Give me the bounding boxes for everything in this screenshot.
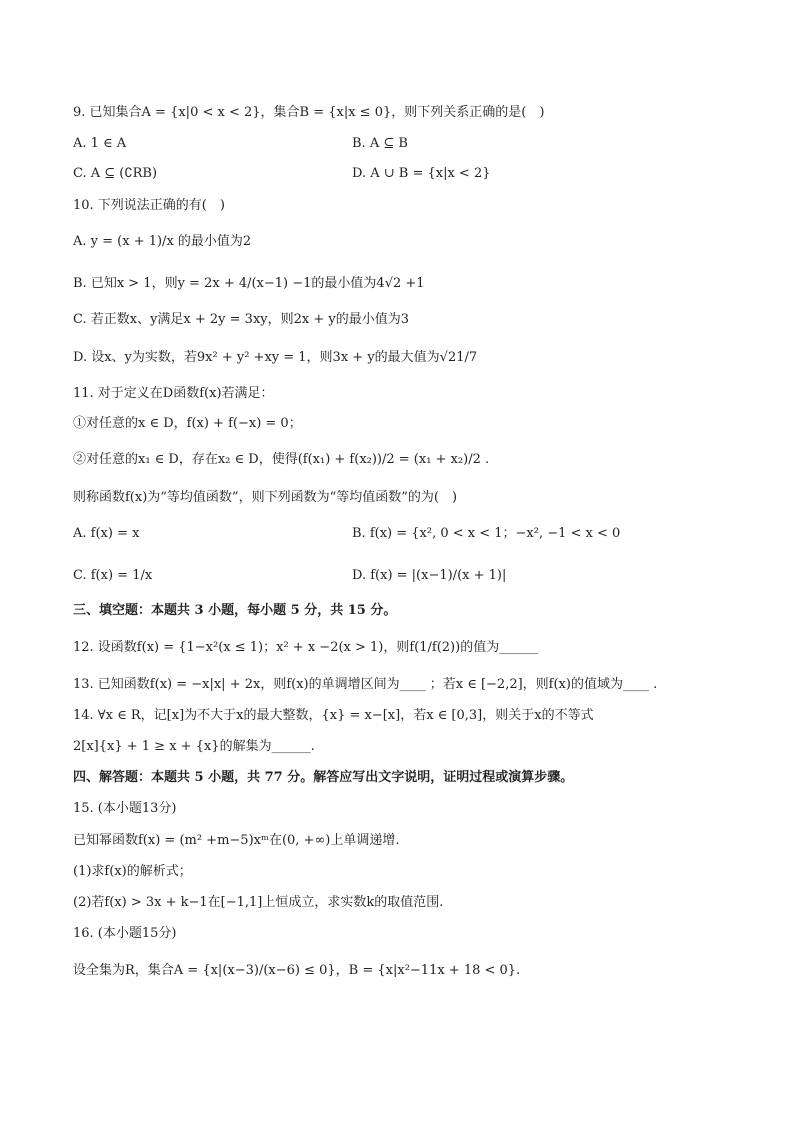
q10-option-b: B. 已知x > 1，则y = 2x + 4/(x−1) −1的最小值为4√2 +1	[73, 276, 425, 291]
q11-condition-2: ②对任意的x₁ ∈ D，存在x₂ ∈ D，使得(f(x₁) + f(x₂))/2 = (x₁ + x₂)/2 .	[73, 452, 490, 467]
q11-condition-1: ①对任意的x ∈ D，f(x) + f(−x) = 0；	[73, 416, 302, 431]
q11-stem: 11. 对于定义在D函数f(x)若满足：	[73, 386, 274, 401]
q11-ask: 则称函数f(x)为“等均值函数”，则下列函数为“等均值函数”的为( )	[73, 490, 458, 505]
q9-option-d: D. A ∪ B = {x|x < 2}	[352, 166, 491, 181]
q14-line-2: 2[x]{x} + 1 ≥ x + {x}的解集为______.	[73, 739, 315, 754]
q11-option-a: A. f(x) = x	[73, 526, 140, 541]
q11-option-b: B. f(x) = {x², 0 < x < 1；−x², −1 < x < 0	[352, 526, 621, 541]
q9-option-a: A. 1 ∈ A	[73, 136, 127, 151]
q10-option-d: D. 设x、y为实数，若9x² + y² +xy = 1，则3x + y的最大值为√21/7	[73, 350, 478, 365]
section-4-heading: 四、解答题：本题共 5 小题，共 77 分。解答应写出文字说明，证明过程或演算步骤。	[73, 770, 574, 785]
q12: 12. 设函数f(x) = {1−x²(x ≤ 1)；x² + x −2(x > 1)，则f(1/f(2))的值为______	[73, 640, 539, 655]
q16-stem: 设全集为R，集合A = {x|(x−3)/(x−6) ≤ 0}，B = {x|x²−11x + 18 < 0}.	[73, 963, 521, 978]
q15-stem: 已知幂函数f(x) = (m² +m−5)xᵐ在(0, +∞)上单调递增.	[73, 833, 400, 848]
q10-option-a: A. y = (x + 1)/x 的最小值为2	[73, 234, 252, 249]
q9-option-c: C. A ⊆ (∁RB)	[73, 166, 158, 181]
q15-part-1: (1)求f(x)的解析式；	[73, 864, 192, 879]
q10-stem: 10. 下列说法正确的有( )	[73, 198, 225, 213]
q14-line-1: 14. ∀x ∈ R，记[x]为不大于x的最大整数，{x} = x−[x]，若x ∈ [0,3]，则关于x的不等式	[73, 708, 594, 723]
q13: 13. 已知函数f(x) = −x|x| + 2x，则f(x)的单调增区间为____ ；若x ∈ [−2,2]，则f(x)的值域为____ .	[73, 677, 658, 692]
q9-stem: 9. 已知集合A = {x|0 < x < 2}，集合B = {x|x ≤ 0}，则下列关系正确的是( )	[73, 105, 545, 120]
q11-option-c: C. f(x) = 1/x	[73, 568, 153, 583]
q9-option-b: B. A ⊆ B	[352, 136, 408, 151]
q16-heading: 16. (本小题15分)	[73, 926, 177, 941]
section-3-heading: 三、填空题：本题共 3 小题，每小题 5 分，共 15 分。	[73, 603, 397, 618]
q15-part-2: (2)若f(x) > 3x + k−1在[−1,1]上恒成立，求实数k的取值范围.	[73, 895, 444, 910]
q10-option-c: C. 若正数x、y满足x + 2y = 3xy，则2x + y的最小值为3	[73, 312, 410, 327]
q15-heading: 15. (本小题13分)	[73, 801, 177, 816]
q11-option-d: D. f(x) = |(x−1)/(x + 1)|	[352, 568, 507, 583]
